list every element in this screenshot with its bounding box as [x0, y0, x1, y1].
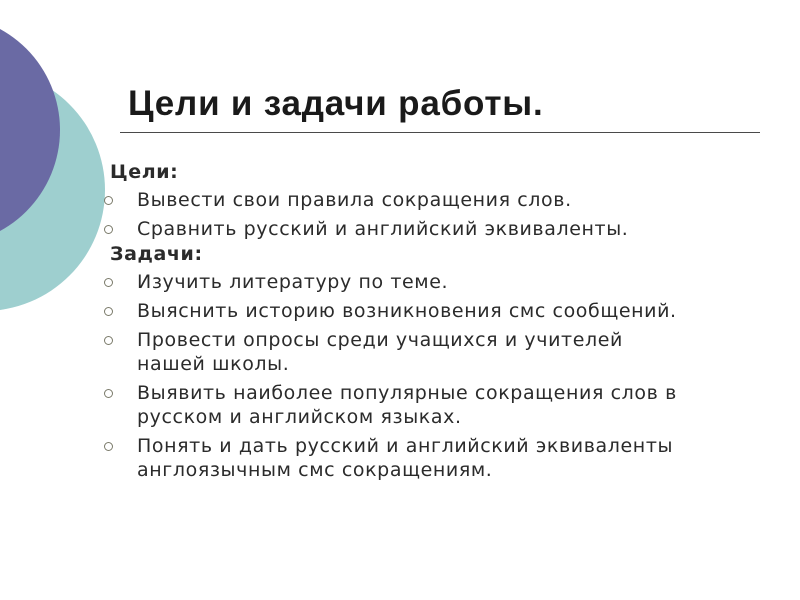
- bullet-icon: [104, 225, 113, 234]
- list-item-text: Выявить наиболее популярные сокращения слов в: [137, 382, 677, 404]
- section-heading-tasks: Задачи:: [110, 243, 203, 265]
- section-heading-goals: Цели:: [110, 161, 179, 183]
- bullet-icon: [104, 336, 113, 345]
- list-item-text-continued: русском и английском языках.: [137, 406, 462, 428]
- list-item: [100, 299, 780, 323]
- list-item-text: Сравнить русский и английский эквиваленты.: [137, 218, 629, 240]
- bullet-icon: [104, 442, 113, 451]
- list-item: [100, 381, 780, 429]
- title-underline: [120, 132, 760, 133]
- list-item-text-continued: англоязычным смс сокращениям.: [137, 459, 493, 481]
- bullet-icon: [104, 196, 113, 205]
- list-item-text: Понять и дать русский и английский эквиваленты: [137, 435, 674, 457]
- list-item-text: Выяснить историю возникновения смс сообщений.: [137, 300, 677, 322]
- bullet-icon: [104, 389, 113, 398]
- list-item: [100, 217, 780, 241]
- bullet-icon: [104, 278, 113, 287]
- list-item: [100, 188, 780, 212]
- bullet-icon: [104, 307, 113, 316]
- list-item: [100, 434, 780, 482]
- list-item: [100, 270, 780, 294]
- list-item: [100, 328, 780, 376]
- list-item-text: Вывести свои правила сокращения слов.: [137, 189, 572, 211]
- slide-body: [100, 160, 780, 487]
- slide-title: Цели и задачи работы.: [128, 84, 544, 123]
- list-item-text: Изучить литературу по теме.: [137, 271, 449, 293]
- list-item-text: Провести опросы среди учащихся и учителей: [137, 329, 623, 351]
- list-item-text-continued: нашей школы.: [137, 353, 290, 375]
